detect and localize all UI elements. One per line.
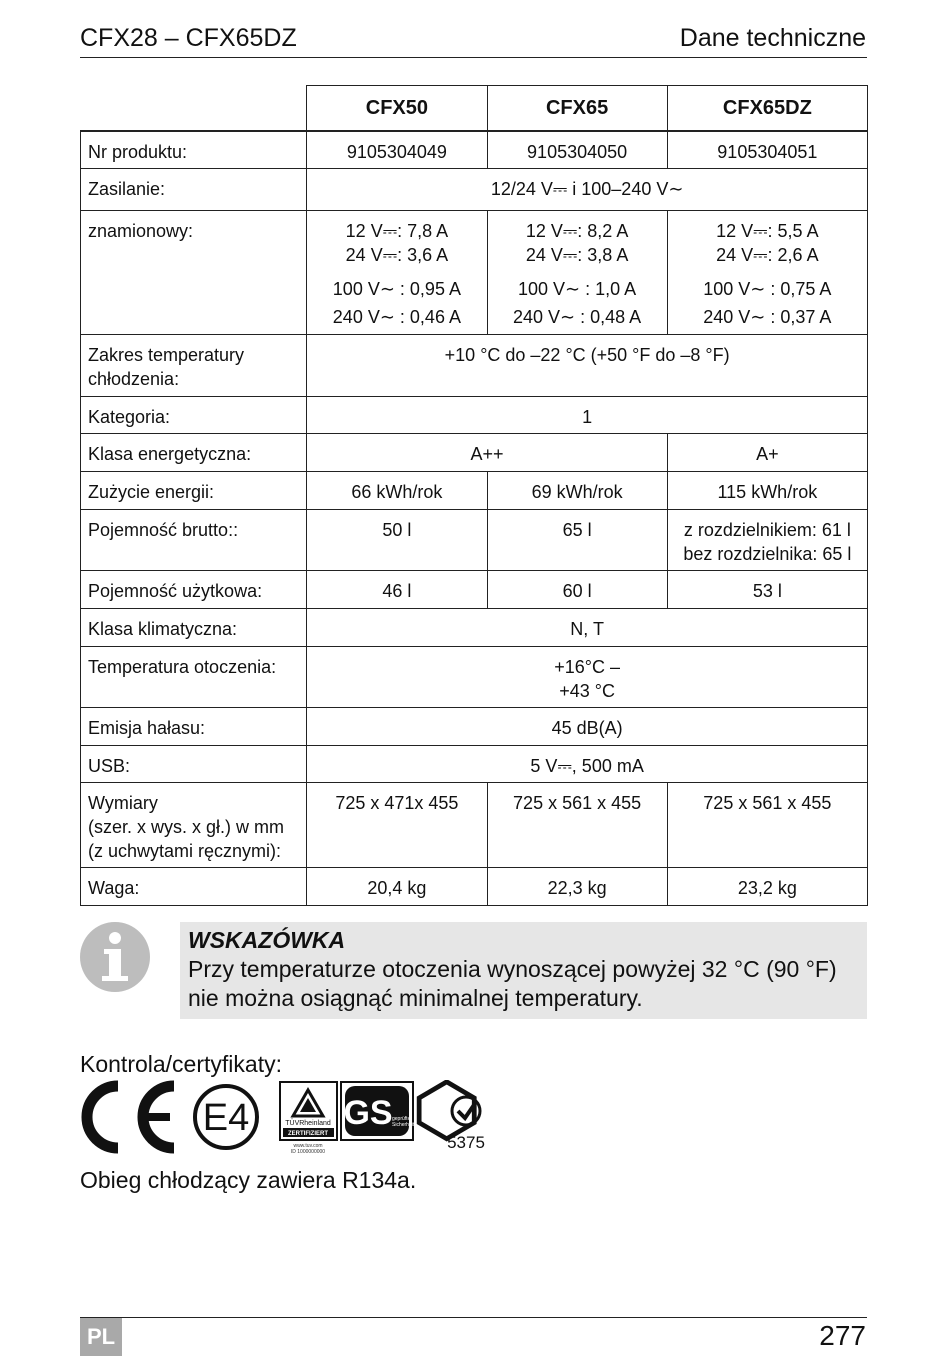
cell: 22,3 kg	[487, 867, 667, 905]
header-section-title: Dane techniczne	[679, 24, 866, 52]
row-label: Kategoria:	[81, 396, 307, 433]
cell: 46 l	[307, 570, 487, 608]
cell-line: 240 V∼ : 0,48 A	[513, 306, 642, 327]
table-row	[81, 471, 868, 509]
column-header: CFX65DZ	[667, 86, 867, 132]
footer-divider	[80, 1317, 867, 1318]
table-row	[81, 646, 868, 707]
cell: 12/24 V⎓ i 100–240 V∼	[307, 168, 868, 210]
cell-line: 24 V⎓: 3,6 A	[345, 244, 449, 265]
cell: 725 x 561 x 455	[487, 782, 667, 867]
header-empty-cell	[81, 86, 307, 132]
row-label: Zasilanie:	[81, 168, 307, 210]
note-body	[188, 955, 858, 1013]
row-label: Nr produktu:	[81, 131, 307, 168]
cell-line: z rozdzielnikiem: 61 l	[683, 519, 851, 540]
table-row	[81, 608, 868, 646]
cell: 53 l	[667, 570, 867, 608]
cell	[667, 210, 867, 334]
cell: 725 x 471x 455	[307, 782, 487, 867]
cell: 9105304050	[487, 131, 667, 168]
cell: 60 l	[487, 570, 667, 608]
cell-line: 100 V∼ : 1,0 A	[518, 278, 637, 299]
cell: 23,2 kg	[667, 867, 867, 905]
tuv-cert-label: ZERTIFIZIERT	[288, 1131, 328, 1137]
table-row	[81, 210, 868, 334]
cell: 9105304051	[667, 131, 867, 168]
cell-line: +16°C –	[554, 656, 621, 677]
cell-line: 100 V∼ : 0,95 A	[332, 278, 461, 299]
cell: +10 °C do –22 °C (+50 °F do –8 °F)	[307, 334, 868, 396]
row-label-line: Wymiary	[88, 792, 158, 813]
table-row	[81, 433, 868, 471]
row-label: Zużycie energii:	[81, 471, 307, 509]
cell: 5 V⎓, 500 mA	[307, 745, 868, 782]
rcm-mark-icon	[419, 1082, 485, 1152]
tuv-label: TÜVRheinland	[285, 1120, 331, 1127]
cell: 9105304049	[307, 131, 487, 168]
column-header: CFX65	[487, 86, 667, 132]
row-label: znamionowy:	[81, 210, 307, 334]
cell: 65 l	[487, 509, 667, 570]
cell	[307, 210, 487, 334]
e-mark-label: E4	[202, 1097, 250, 1139]
table-row	[81, 334, 868, 396]
column-header: CFX50	[307, 86, 487, 132]
cell	[667, 509, 867, 570]
page-number: 277	[819, 1320, 866, 1351]
table-row	[81, 396, 868, 433]
row-label: Pojemność użytkowa:	[81, 570, 307, 608]
e-mark-icon	[195, 1086, 257, 1148]
row-label: USB:	[81, 745, 307, 782]
tuv-id: ID 1000000000	[290, 1149, 326, 1155]
row-label: Emisja hałasu:	[81, 707, 307, 745]
table-row	[81, 168, 868, 210]
language-badge: PL	[80, 1318, 122, 1356]
table-header-row	[81, 86, 868, 132]
gs-label: GS	[343, 1094, 393, 1132]
cell-line: +43 °C	[559, 680, 615, 701]
cell: A+	[667, 433, 867, 471]
row-label: Klasa energetyczna:	[81, 433, 307, 471]
row-label	[81, 782, 307, 867]
tuv-logo-icon	[280, 1082, 337, 1155]
gs-mark-icon	[341, 1082, 415, 1140]
cell-line: 24 V⎓: 3,8 A	[525, 244, 629, 265]
tuv-url: www.tuv.com	[293, 1143, 323, 1149]
table-row	[81, 131, 868, 168]
certification-logos	[80, 1080, 580, 1155]
cell-line: 100 V∼ : 0,75 A	[703, 278, 832, 299]
header-model-range: CFX28 – CFX65DZ	[80, 24, 297, 52]
header-divider	[80, 57, 867, 58]
note-box	[180, 922, 867, 1019]
cell: 1	[307, 396, 868, 433]
cell: 725 x 561 x 455	[667, 782, 867, 867]
note-line: Przy temperaturze otoczenia wynoszącej powyżej 32 °C (90 °F)	[188, 956, 837, 982]
row-label: Klasa klimatyczna:	[81, 608, 307, 646]
row-label-line: chłodzenia:	[88, 368, 180, 389]
info-icon	[80, 922, 150, 992]
cell: 45 dB(A)	[307, 707, 868, 745]
cell: 115 kWh/rok	[667, 471, 867, 509]
cell: 66 kWh/rok	[307, 471, 487, 509]
table-row	[81, 570, 868, 608]
cell	[487, 210, 667, 334]
cell-line: 240 V∼ : 0,46 A	[332, 306, 461, 327]
cell: N, T	[307, 608, 868, 646]
spec-table	[80, 85, 868, 906]
cell: 20,4 kg	[307, 867, 487, 905]
cell-line: 12 V⎓: 8,2 A	[525, 220, 629, 241]
cell-line: 24 V⎓: 2,6 A	[716, 244, 819, 265]
table-row	[81, 867, 868, 905]
row-label-line: Zakres temperatury	[88, 344, 245, 365]
refrigerant-note: Obieg chłodzący zawiera R134a.	[80, 1167, 417, 1193]
cell-line: bez rozdzielnika: 65 l	[683, 543, 852, 564]
certifications-title: Kontrola/certyfikaty:	[80, 1051, 282, 1077]
note-line: nie można osiągnąć minimalnej temperatury.	[188, 985, 643, 1011]
table-row	[81, 509, 868, 570]
gs-sub-label: geprüfte	[392, 1116, 411, 1122]
cell: A++	[307, 433, 667, 471]
cell-line: 12 V⎓: 7,8 A	[345, 220, 449, 241]
note-title: WSKAZÓWKA	[188, 927, 346, 953]
cell: 50 l	[307, 509, 487, 570]
rcm-number: 5375	[447, 1133, 485, 1152]
cell-line: 240 V∼ : 0,37 A	[703, 306, 832, 327]
cell: 69 kWh/rok	[487, 471, 667, 509]
ce-mark-icon	[87, 1086, 174, 1148]
table-row	[81, 745, 868, 782]
table-row	[81, 782, 868, 867]
table-row	[81, 707, 868, 745]
cell-line: 12 V⎓: 5,5 A	[716, 220, 819, 241]
cell	[307, 646, 868, 707]
row-label: Pojemność brutto::	[81, 509, 307, 570]
row-label-line: (szer. x wys. x gł.) w mm	[88, 816, 285, 837]
row-label-line: (z uchwytami ręcznymi):	[88, 840, 282, 861]
gs-sub-label: Sicherheit	[392, 1122, 415, 1128]
row-label	[81, 334, 307, 396]
row-label: Temperatura otoczenia:	[81, 646, 307, 707]
row-label: Waga:	[81, 867, 307, 905]
